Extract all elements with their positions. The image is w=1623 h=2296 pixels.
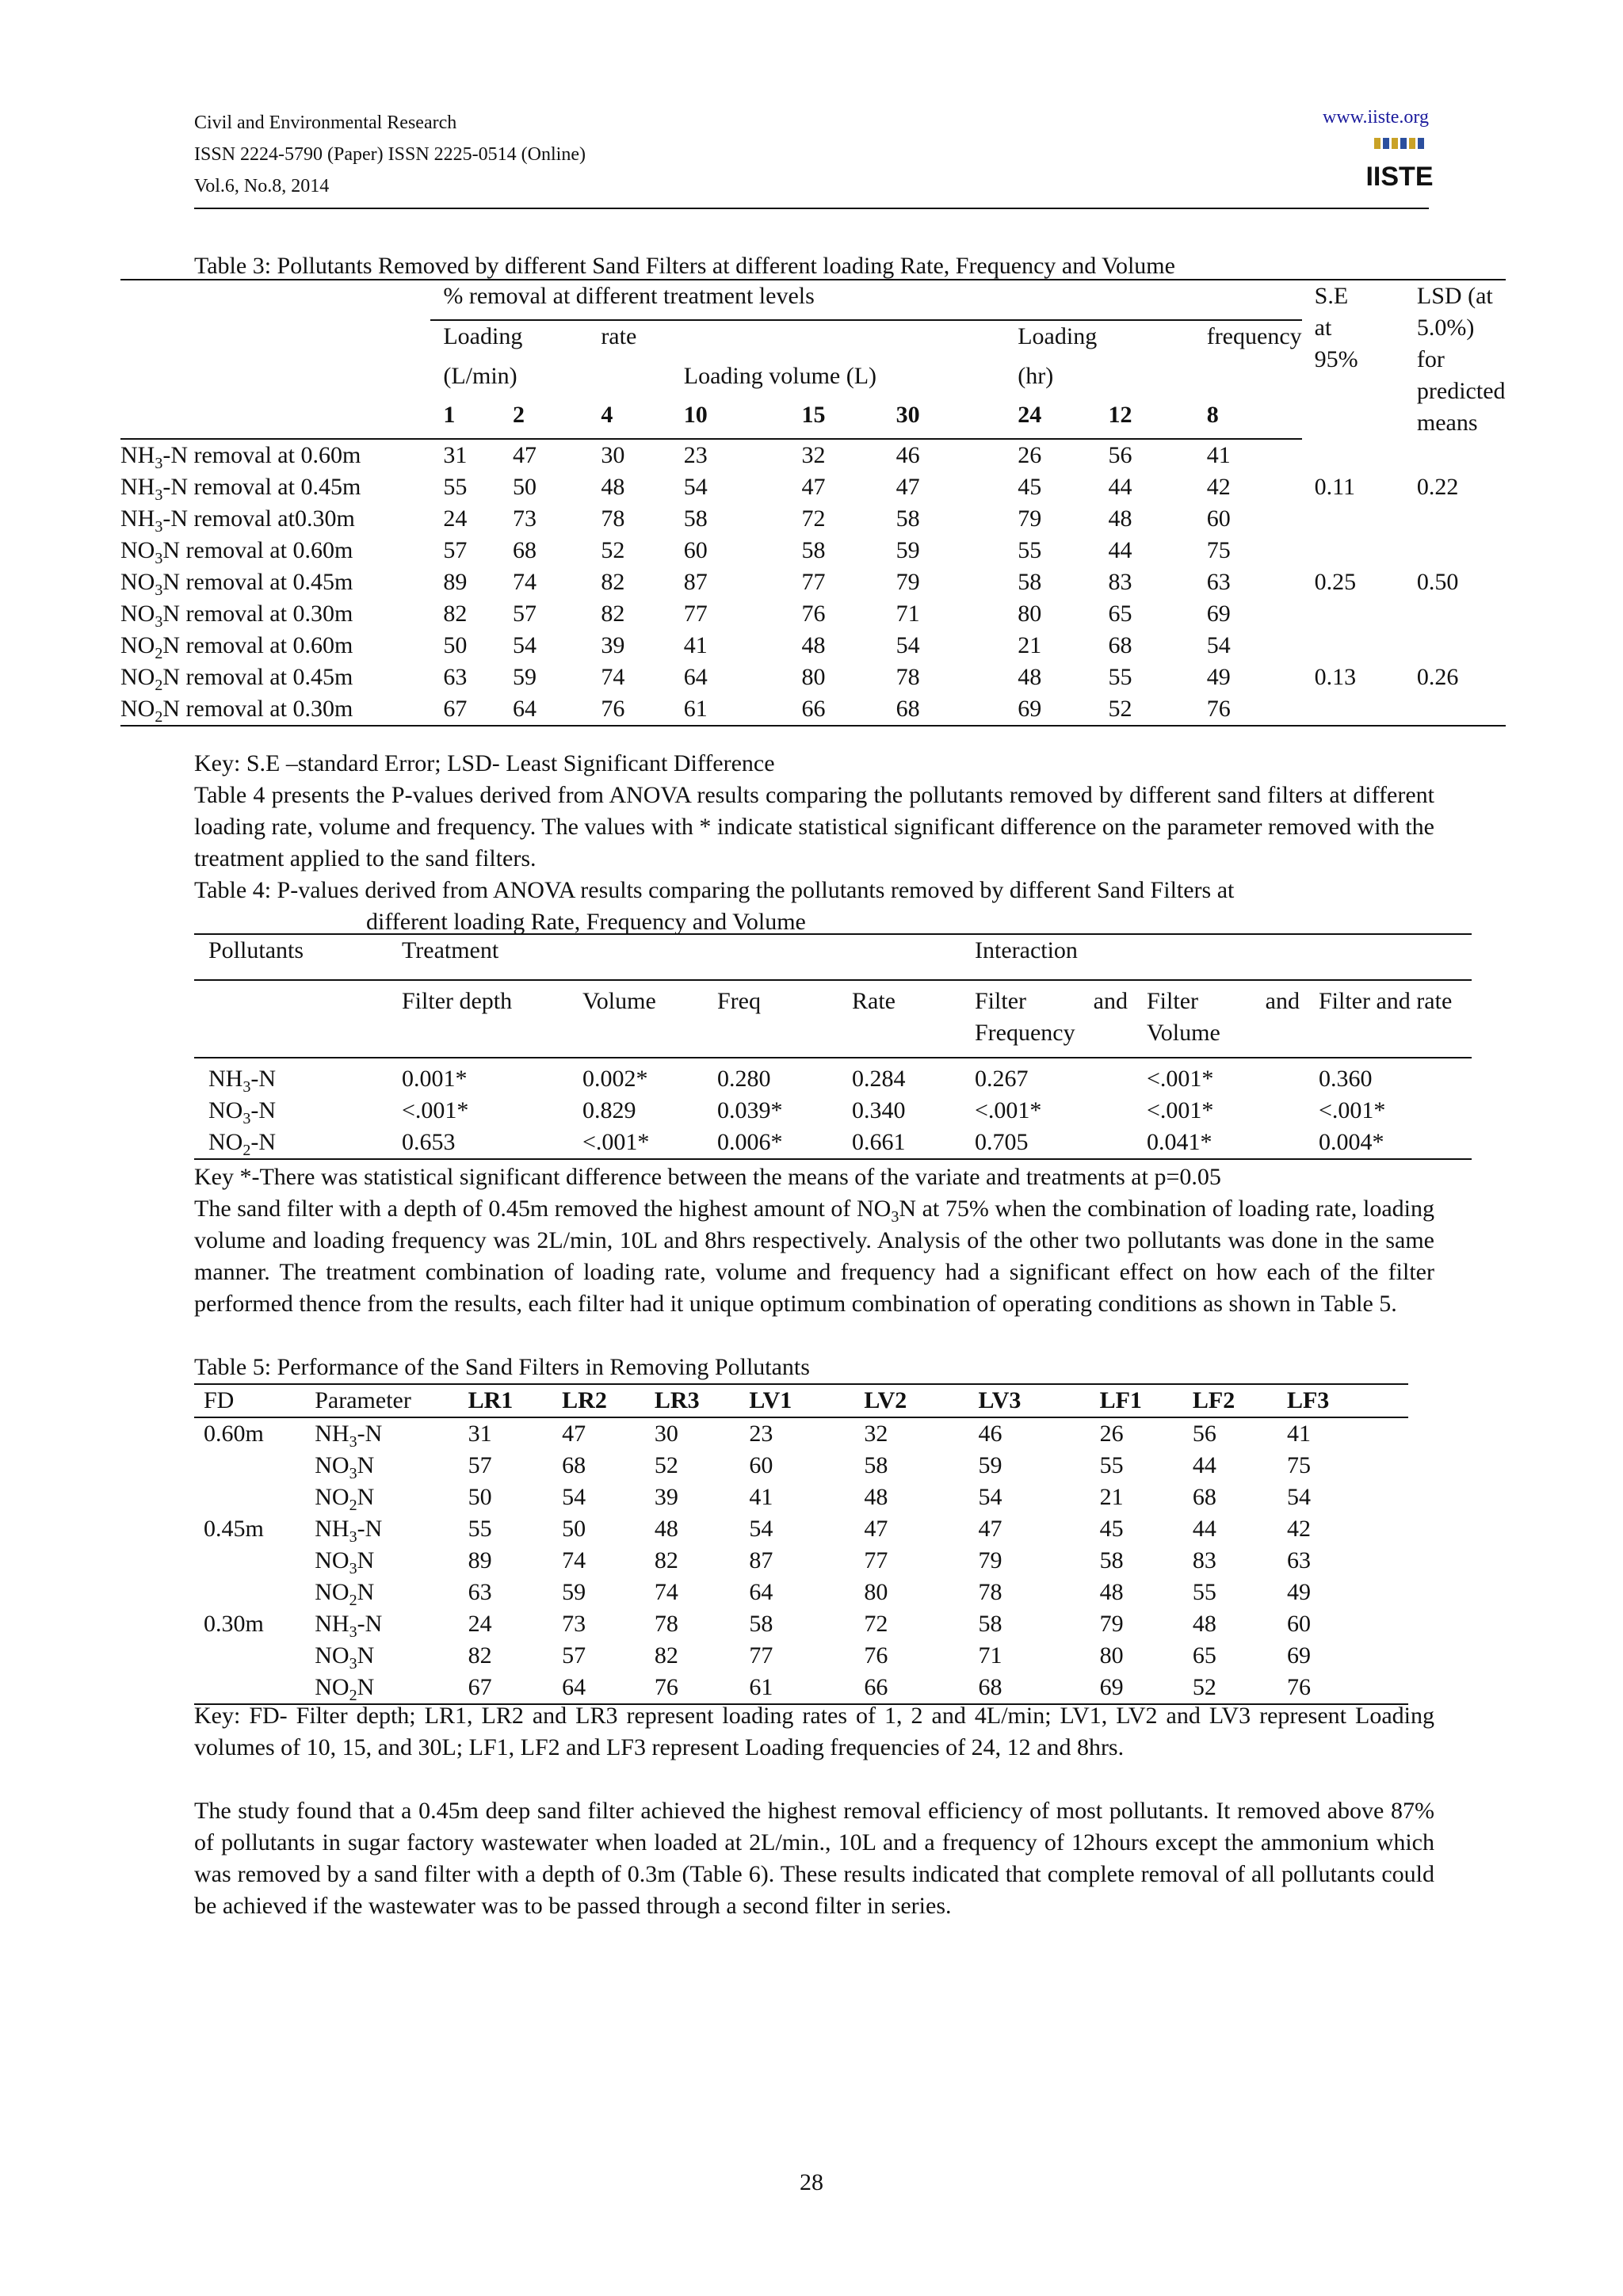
table3-cell: 69: [1018, 696, 1042, 722]
table5-header-cell: FD: [194, 1384, 315, 1417]
table4-cell: <.001*: [975, 1097, 1042, 1123]
table3-row: [120, 598, 1506, 630]
journal-volume: Vol.6, No.8, 2014: [194, 176, 330, 196]
table4-pollutant: $NH_3-N$: [208, 1066, 276, 1096]
table5-header-cell: Parameter: [315, 1384, 468, 1417]
table3-cell: 63: [443, 664, 468, 690]
table4-row: [194, 1127, 1472, 1159]
table3-cell: 76: [601, 696, 625, 722]
table5-cell: 60: [1286, 1611, 1311, 1637]
table5-cell: 77: [864, 1547, 888, 1573]
table4-cell: 0.004*: [1319, 1129, 1384, 1155]
table5-cell: 57: [468, 1452, 492, 1478]
table3-cell: 89: [443, 569, 468, 595]
table5-cell: 78: [654, 1611, 678, 1637]
table3-row-label: $NO_3N$ removal at 0.45m: [120, 569, 353, 599]
table5-header-cell: LR2: [562, 1384, 655, 1417]
table3-row-label: $NO_3N$ removal at 0.60m: [120, 537, 353, 567]
table3-se-value: 0.11: [1314, 473, 1356, 500]
table3-cell: 58: [683, 505, 708, 532]
paragraph-2: The sand filter with a depth of 0.45m removed the highest amount of $NO_3N$ at 75% when the combination of loading rate, loading volume and loading frequency was 2L/min, 10L and 8hrs respectively. Analysis of the other two pollutants was done in the same manner. The treatment combination of loading rate, volume and frequency had a significant effect on how each of the filter performed thence from the results, each filter had it unique optimum combination of operating conditions as shown in Table 5.: [194, 1196, 1434, 1317]
table3-cell: 46: [896, 442, 920, 468]
table5-cell: 87: [749, 1547, 773, 1573]
table3-row: [120, 630, 1506, 662]
page-number: 28: [800, 2169, 823, 2195]
table5-cell: 55: [468, 1516, 492, 1542]
table5-cell: 56: [1192, 1421, 1216, 1447]
table5-cell: 60: [749, 1452, 773, 1478]
table3-loading-volume: Loading volume (L): [683, 362, 877, 389]
table3-cell: 82: [601, 601, 625, 627]
table3-cell: 32: [801, 442, 826, 468]
table4-cell: 0.340: [852, 1097, 906, 1123]
table3-cell: 57: [443, 537, 468, 563]
table5-cell: 80: [864, 1579, 888, 1605]
table3-cell: 65: [1108, 601, 1132, 627]
table5-cell: 68: [978, 1674, 1002, 1700]
table3-row-label: $NH_3-N$ removal at 0.45m: [120, 474, 361, 504]
table3-cell: 72: [801, 505, 826, 532]
journal-title: Civil and Environmental Research: [194, 113, 457, 133]
table5-cell: 64: [749, 1579, 773, 1605]
table5-cell: 57: [562, 1642, 586, 1669]
table5-cell: 66: [864, 1674, 888, 1700]
table3-cell: 87: [683, 569, 708, 595]
table3-cell: 60: [683, 537, 708, 563]
table3-cell: 30: [601, 442, 625, 468]
table5-cell: 48: [654, 1516, 678, 1542]
table3-cell: 59: [896, 537, 920, 563]
table3-row: [120, 662, 1506, 693]
table4-cell: 0.002*: [582, 1066, 648, 1092]
table3-cell: 64: [512, 696, 537, 722]
table4-col-treatment: Treatment: [402, 937, 499, 963]
table3-cell: 66: [801, 696, 826, 722]
table3-loading-frequency: Loading: [1018, 323, 1098, 350]
table3-cell: 82: [601, 569, 625, 595]
table5-parameter: $NO_2N$: [315, 1579, 375, 1609]
table3-cell: 26: [1018, 442, 1042, 468]
table5-cell: 64: [562, 1674, 586, 1700]
table3-cell: 49: [1206, 664, 1231, 690]
table4-cell: <.001*: [402, 1097, 469, 1123]
table5-cell: 58: [749, 1611, 773, 1637]
table3-cell: 31: [443, 442, 468, 468]
table4-pollutant: $NO_2-N$: [208, 1129, 276, 1159]
table3-lsd-value: 0.50: [1416, 569, 1459, 595]
table3: % removal at different treatment levels S.E at 95% LSD (at 5.0%) for predicted means Loading rate Loading frequency (L/min) Loading volume (L) (hr) 1 2 4 10 15 30 24 12 8 $NH_3-N$ removal at 0.60m 31 47 30 23 32 46 26 56 41 0.11 0.22 $NH_3-N$ removal at 0.45m 55 50 48 54 47 47 45 44 42 $NH_3-N$ removal at0.30m 24 73 78 58 72 58 79 48 60 $NO_3N$ removal at 0.60m 57 68 52 60 58 59 55 44 75 0.25 0.50 $NO_3N$ removal at 0.45m 89 74 82 87 77 79 58 83 63 $NO_3N$ removal at 0.30m 82 57 82 77 76 71 80 65 69 $NO_2N$ removal at 0.60m 50 54 39 41 48 54 21 68 54 0.13 0.26 $NO_2N$ removal at 0.45m 63 59 74 64 80 78 48 55 49 $NO_2N$ removal at 0.30m 67 64 76 61 66 68 69 52 76: [120, 279, 1506, 727]
table3-row: [120, 566, 1506, 598]
table5-cell: 48: [1192, 1611, 1216, 1637]
table3-cell: 58: [1018, 569, 1042, 595]
table3-row: [120, 439, 1506, 471]
table3-cell: 39: [601, 632, 625, 658]
table5-cell: 83: [1192, 1547, 1216, 1573]
table5-cell: 54: [1286, 1484, 1311, 1510]
table3-cell: 48: [1018, 664, 1042, 690]
table3-cell: 55: [1018, 537, 1042, 563]
table4-caption-2: different loading Rate, Frequency and Volume: [366, 909, 806, 935]
table4-cell: <.001*: [582, 1129, 650, 1155]
table3-cell: 41: [683, 632, 708, 658]
table5-row: [194, 1577, 1408, 1608]
table5-row: [194, 1545, 1408, 1577]
table5-row: [194, 1640, 1408, 1672]
table5-cell: 73: [562, 1611, 586, 1637]
table5-cell: 23: [749, 1421, 773, 1447]
table3-cell: 77: [801, 569, 826, 595]
table3-caption: Table 3: Pollutants Removed by different Sand Filters at different loading Rate, Frequency and Volume: [194, 253, 1175, 279]
table3-cell: 58: [896, 505, 920, 532]
table5-cell: 45: [1099, 1516, 1124, 1542]
table5-header-cell: LR3: [655, 1384, 749, 1417]
table5-cell: 58: [864, 1452, 888, 1478]
table5-cell: 68: [562, 1452, 586, 1478]
table4-cell: 0.001*: [402, 1066, 468, 1092]
table5-cell: 79: [1099, 1611, 1124, 1637]
table4-cell: 0.267: [975, 1066, 1029, 1092]
table5-cell: 55: [1099, 1452, 1124, 1478]
table3-cell: 64: [683, 664, 708, 690]
table5-row: [194, 1482, 1408, 1513]
table3-cell: 67: [443, 696, 468, 722]
table4-caption-1: Table 4: P-values derived from ANOVA results comparing the pollutants removed by different Sand Filters at: [194, 877, 1235, 903]
table3-cell: 76: [1206, 696, 1231, 722]
table5-cell: 44: [1192, 1516, 1216, 1542]
table5-cell: 50: [562, 1516, 586, 1542]
table5-cell: 30: [654, 1421, 678, 1447]
table4-col-interaction: Interaction: [975, 937, 1078, 963]
journal-header: [194, 107, 586, 202]
table3-se-header: S.E at 95%: [1314, 283, 1358, 372]
table5-cell: 24: [468, 1611, 492, 1637]
table3-cell: 78: [601, 505, 625, 532]
table5-cell: 54: [749, 1516, 773, 1542]
table5-cell: 77: [749, 1642, 773, 1669]
table5-row: [194, 1672, 1408, 1704]
table3-loading-rate: Loading: [443, 323, 523, 350]
table3-cell: 63: [1206, 569, 1231, 595]
table4-cell: 0.280: [717, 1066, 771, 1092]
table5-cell: 89: [468, 1547, 492, 1573]
table5-cell: 59: [562, 1579, 586, 1605]
table5-cell: 82: [654, 1642, 678, 1669]
table3-row-label: $NH_3-N$ removal at 0.60m: [120, 442, 361, 472]
table5-header-cell: LV2: [864, 1384, 978, 1417]
table3-cell: 77: [683, 601, 708, 627]
table4-pollutant: $NO_3-N$: [208, 1097, 276, 1127]
table3-lsd-value: 0.22: [1416, 473, 1459, 500]
table5-cell: 79: [978, 1547, 1002, 1573]
table3-cell: 47: [512, 442, 537, 468]
table3-row-label: $NO_2N$ removal at 0.45m: [120, 664, 353, 694]
table5-cell: 41: [749, 1484, 773, 1510]
table5: [194, 1383, 1408, 1705]
table5-header-cell: LF3: [1287, 1384, 1408, 1417]
table4-key: Key *-There was statistical significant difference between the means of the variate and treatments at p=0.05: [194, 1164, 1221, 1190]
table5-cell: 58: [978, 1611, 1002, 1637]
table5-filter-depth: [194, 1672, 315, 1704]
table5-cell: 52: [1192, 1674, 1216, 1700]
table3-lsd-value: 0.26: [1416, 664, 1459, 690]
table3-row: [120, 503, 1506, 535]
table3-cell: 56: [1108, 442, 1132, 468]
table3-row-label: $NO_2N$ removal at 0.30m: [120, 696, 353, 726]
table3-row: [120, 693, 1506, 726]
table5-cell: 52: [654, 1452, 678, 1478]
table4-cell: <.001*: [1147, 1066, 1214, 1092]
table4-cell: 0.829: [582, 1097, 636, 1123]
table3-cell: 41: [1206, 442, 1231, 468]
table5-row: [194, 1608, 1408, 1640]
table3-levels-row: 1 2 4 10 15 30 24 12 8: [120, 399, 1506, 439]
table3-group-header: % removal at different treatment levels: [430, 280, 1301, 320]
table3-cell: 80: [1018, 601, 1042, 627]
table5-key: Key: FD- Filter depth; LR1, LR2 and LR3 represent loading rates of 1, 2 and 4L/min; LV1, LV2 and LV3 represent Loading volumes of 10, 15, and 30L; LF1, LF2 and LF3 represent Loading frequencies of 24, 12 and 8hrs.: [194, 1703, 1434, 1760]
table5-cell: 80: [1099, 1642, 1124, 1669]
table3-cell: 48: [601, 474, 625, 500]
table5-cell: 47: [562, 1421, 586, 1447]
table5-cell: 78: [978, 1579, 1002, 1605]
table3-cell: 79: [1018, 505, 1042, 532]
table4-cell: <.001*: [1319, 1097, 1386, 1123]
table3-cell: 21: [1018, 632, 1042, 658]
table4-row: [194, 1095, 1472, 1127]
table3-lsd-header: LSD (at 5.0%) for predicted means: [1416, 283, 1506, 436]
table3-cell: 23: [683, 442, 708, 468]
table3-cell: 68: [512, 537, 537, 563]
table5-header-cell: LV3: [979, 1384, 1100, 1417]
table5-cell: 46: [978, 1421, 1002, 1447]
table3-cell: 48: [801, 632, 826, 658]
table5-cell: 76: [1286, 1674, 1311, 1700]
table5-row: [194, 1513, 1408, 1545]
table5-cell: 39: [654, 1484, 678, 1510]
table5-cell: 61: [749, 1674, 773, 1700]
table3-cell: 54: [896, 632, 920, 658]
table3-cell: 44: [1108, 537, 1132, 563]
table5-filter-depth: 0.30m: [204, 1611, 264, 1637]
website-block: [1323, 107, 1429, 128]
table5-parameter: $NH_3-N$: [315, 1421, 383, 1451]
table5-caption: Table 5: Performance of the Sand Filters in Removing Pollutants: [194, 1354, 810, 1380]
table5-filter-depth: [194, 1450, 315, 1482]
table5-cell: 58: [1099, 1547, 1124, 1573]
table5-cell: 71: [978, 1642, 1002, 1669]
table4-cell: 0.653: [402, 1129, 456, 1155]
table5-cell: 32: [864, 1421, 888, 1447]
table5-cell: 76: [654, 1674, 678, 1700]
table3-key: Key: S.E –standard Error; LSD- Least Significant Difference: [194, 750, 775, 776]
table4-subheader-row: Filter depth Volume Freq Rate Filter and Frequency Filter and Volume Filter and rate: [194, 980, 1472, 1058]
table3-cell: 55: [1108, 664, 1132, 690]
table3-cell: 57: [512, 601, 537, 627]
table5-row: [194, 1417, 1408, 1450]
table3-cell: 54: [683, 474, 708, 500]
table3-cell: 54: [1206, 632, 1231, 658]
table5-cell: 42: [1286, 1516, 1311, 1542]
table4-col-pollutants: Pollutants: [208, 937, 304, 963]
table3-cell: 83: [1108, 569, 1132, 595]
table5-header-cell: LV1: [749, 1384, 864, 1417]
table5-parameter: $NH_3-N$: [315, 1611, 383, 1641]
table3-cell: 47: [801, 474, 826, 500]
table4-cell: <.001*: [1147, 1097, 1214, 1123]
table5-cell: 47: [864, 1516, 888, 1542]
table4: [194, 933, 1472, 1160]
table3-cell: 76: [801, 601, 826, 627]
table5-cell: 67: [468, 1674, 492, 1700]
table3-row-label: $NO_3N$ removal at 0.30m: [120, 601, 353, 631]
table5-cell: 76: [864, 1642, 888, 1669]
table5-header-row: [194, 1384, 1408, 1417]
table5-filter-depth: 0.45m: [204, 1516, 264, 1542]
table3-cell: 58: [801, 537, 826, 563]
table5-cell: 82: [654, 1547, 678, 1573]
table5-cell: 54: [978, 1484, 1002, 1510]
table5-cell: 82: [468, 1642, 492, 1669]
table5-cell: 69: [1286, 1642, 1311, 1669]
table5-cell: 41: [1286, 1421, 1311, 1447]
table5-filter-depth: [194, 1577, 315, 1608]
table5-filter-depth: 0.60m: [204, 1421, 264, 1447]
table5-cell: 63: [1286, 1547, 1311, 1573]
table5-cell: 55: [1192, 1579, 1216, 1605]
table5-parameter: $NO_2N$: [315, 1674, 375, 1704]
table5-cell: 21: [1099, 1484, 1124, 1510]
table5-header-cell: LF2: [1193, 1384, 1287, 1417]
table3-cell: 68: [1108, 632, 1132, 658]
table5-cell: 49: [1286, 1579, 1311, 1605]
table3-cell: 79: [896, 569, 920, 595]
table4-cell: 0.284: [852, 1066, 906, 1092]
table3-cell: 42: [1206, 474, 1231, 500]
paragraph-3: The study found that a 0.45m deep sand filter achieved the highest removal efficiency of most pollutants. It removed above 87% of pollutants in sugar factory wastewater when loaded at 2L/min., 10L and a frequency of 12hours except the ammonium which was removed by a sand filter with a depth of 0.3m (Table 6). These results indicated that complete removal of all pollutants could be achieved if the wastewater was to be passed through a second filter in series.: [194, 1798, 1434, 1919]
table3-cell: 74: [512, 569, 537, 595]
table5-parameter: $NO_3N$: [315, 1642, 375, 1672]
table3-row-label: $NO_2N$ removal at 0.60m: [120, 632, 353, 662]
table5-cell: 50: [468, 1484, 492, 1510]
table3-cell: 74: [601, 664, 625, 690]
table4-cell: 0.006*: [717, 1129, 783, 1155]
table5-cell: 44: [1192, 1452, 1216, 1478]
table3-cell: 59: [512, 664, 537, 690]
table5-parameter: $NH_3-N$: [315, 1516, 383, 1546]
table3-cell: 69: [1206, 601, 1231, 627]
table3-cell: 82: [443, 601, 468, 627]
table4-cell: 0.039*: [717, 1097, 783, 1123]
table3-cell: 71: [896, 601, 920, 627]
table3-cell: 44: [1108, 474, 1132, 500]
paragraph-1: Table 4 presents the P-values derived from ANOVA results comparing the pollutants removed by different sand filters at different loading rate, volume and frequency. The values with * indicate statistical significant difference on the parameter removed with the treatment applied to the sand filters.: [194, 782, 1434, 871]
table3-cell: 52: [601, 537, 625, 563]
table3-cell: 80: [801, 664, 826, 690]
table3-row: [120, 471, 1506, 503]
table3-cell: 24: [443, 505, 468, 532]
table4-cell: 0.705: [975, 1129, 1029, 1155]
table5-cell: 72: [864, 1611, 888, 1637]
table5-cell: 74: [654, 1579, 678, 1605]
table5-filter-depth: [194, 1640, 315, 1672]
table5-cell: 63: [468, 1579, 492, 1605]
table3-cell: 75: [1206, 537, 1231, 563]
table3-row: [120, 535, 1506, 566]
table3-cell: 54: [512, 632, 537, 658]
table3-cell: 50: [512, 474, 537, 500]
table5-cell: 75: [1286, 1452, 1311, 1478]
table5-cell: 69: [1099, 1674, 1124, 1700]
table3-row-label: $NH_3-N$ removal at0.30m: [120, 505, 355, 536]
journal-issn: ISSN 2224-5790 (Paper) ISSN 2225-0514 (Online): [194, 144, 586, 165]
table5-parameter: $NO_3N$: [315, 1547, 375, 1577]
table3-cell: 52: [1108, 696, 1132, 722]
table4-cell: 0.360: [1319, 1066, 1373, 1092]
table3-cell: 68: [896, 696, 920, 722]
table5-filter-depth: [194, 1482, 315, 1513]
table5-cell: 48: [864, 1484, 888, 1510]
table3-se-value: 0.25: [1314, 569, 1357, 595]
table5-filter-depth: [194, 1545, 315, 1577]
table5-cell: 47: [978, 1516, 1002, 1542]
table4-row: [194, 1058, 1472, 1095]
table3-cell: 55: [443, 474, 468, 500]
table5-header-cell: LF1: [1100, 1384, 1193, 1417]
table5-cell: 48: [1099, 1579, 1124, 1605]
iiste-logo: [1365, 136, 1434, 192]
table3-cell: 60: [1206, 505, 1231, 532]
table5-parameter: $NO_2N$: [315, 1484, 375, 1514]
table5-cell: 74: [562, 1547, 586, 1573]
table3-se-value: 0.13: [1314, 664, 1357, 690]
table5-header-cell: LR1: [468, 1384, 563, 1417]
table5-cell: 31: [468, 1421, 492, 1447]
table5-cell: 65: [1192, 1642, 1216, 1669]
table5-cell: 54: [562, 1484, 586, 1510]
table4-cell: 0.661: [852, 1129, 906, 1155]
table5-parameter: $NO_3N$: [315, 1452, 375, 1482]
logo-text: IISTE: [1365, 162, 1434, 192]
table4-cell: 0.041*: [1147, 1129, 1212, 1155]
table3-cell: 45: [1018, 474, 1042, 500]
table3-cell: 73: [512, 505, 537, 532]
table3-cell: 47: [896, 474, 920, 500]
table5-cell: 26: [1099, 1421, 1124, 1447]
header-rule: [194, 208, 1429, 209]
table3-cell: 48: [1108, 505, 1132, 532]
table5-cell: 59: [978, 1452, 1002, 1478]
table5-row: [194, 1450, 1408, 1482]
table3-cell: 78: [896, 664, 920, 690]
website-link[interactable]: www.iiste.org: [1323, 107, 1429, 128]
table3-cell: 61: [683, 696, 708, 722]
table3-cell: 50: [443, 632, 468, 658]
table5-cell: 68: [1192, 1484, 1216, 1510]
